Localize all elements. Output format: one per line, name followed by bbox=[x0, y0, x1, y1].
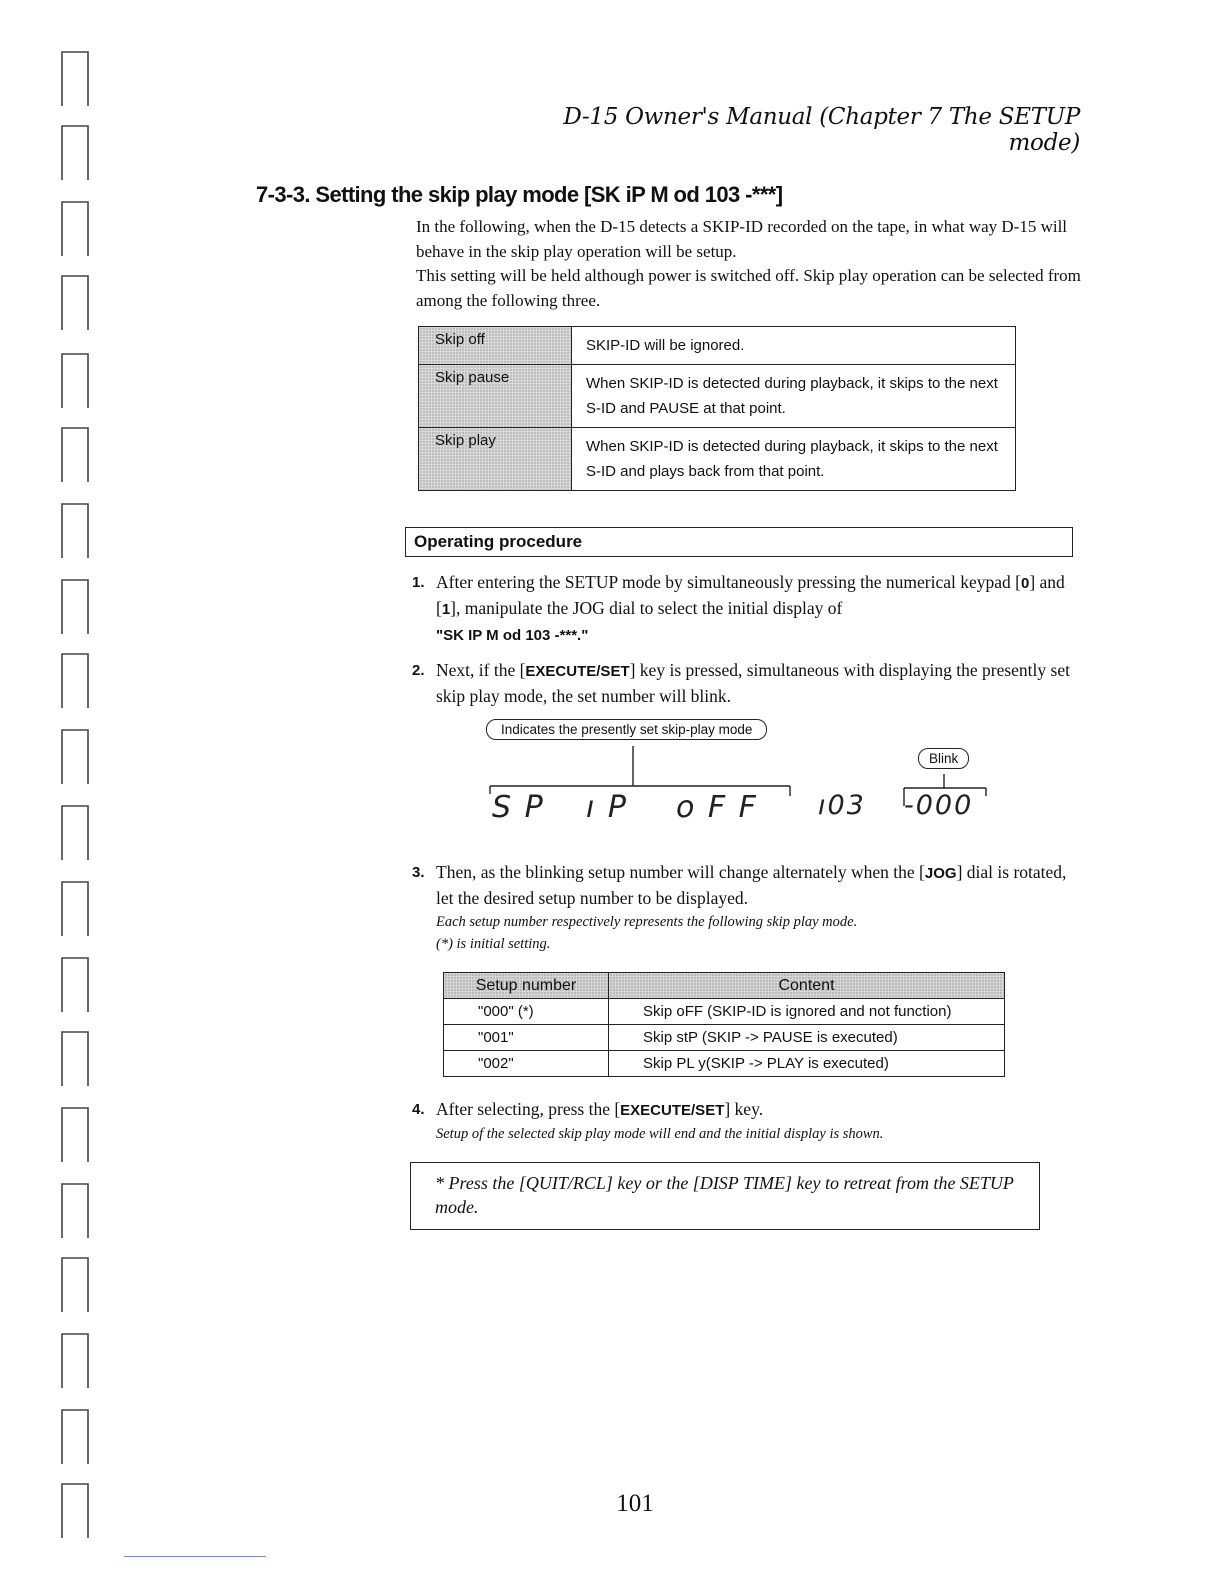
step-text: After entering the SETUP mode by simultaneously pressing the numerical keypad [ bbox=[436, 572, 1021, 592]
step-text: ] key. bbox=[724, 1099, 764, 1119]
table-row bbox=[419, 428, 1016, 491]
key-label: JOG bbox=[924, 865, 957, 882]
binder-ring bbox=[58, 1406, 92, 1468]
running-header: D-15 Owner's Manual (Chapter 7 The SETUP mode) bbox=[563, 104, 1080, 156]
binder-ring bbox=[58, 802, 92, 864]
footer-rule bbox=[124, 1556, 266, 1557]
binder-ring bbox=[58, 122, 92, 184]
mode-name: Skip pause bbox=[419, 365, 572, 428]
section-title: 7-3-3. Setting the skip play mode [SK iP M od 103 -***] bbox=[256, 182, 783, 207]
mode-callout: Indicates the presently set skip-play mode bbox=[486, 719, 767, 740]
mode-name: Skip play bbox=[419, 428, 572, 491]
table-row bbox=[444, 1025, 1005, 1051]
table-row bbox=[444, 1051, 1005, 1077]
step-text: ] key is pressed, simultaneous with displaying the presently set skip play mode, the set number will blink. bbox=[436, 660, 1070, 706]
intro-text bbox=[416, 215, 1086, 313]
binder-ring bbox=[58, 1180, 92, 1242]
setup-number: "000" (*) bbox=[444, 999, 609, 1025]
intro-paragraph: In the following, when the D-15 detects a SKIP-ID recorded on the tape, in what way D-15 will behave in the skip play operation will be setup. bbox=[416, 217, 1068, 261]
step-note: Each setup number respectively represents the following skip play mode. bbox=[436, 914, 858, 930]
binder-ring bbox=[58, 1480, 92, 1542]
lcd-segment: o F F bbox=[676, 790, 758, 825]
binder-ring bbox=[58, 878, 92, 940]
step-note: (*) is initial setting. bbox=[436, 936, 551, 952]
display-code: "SK IP M od 103 -***." bbox=[436, 627, 589, 644]
setup-number: "002" bbox=[444, 1051, 609, 1077]
binder-ring bbox=[58, 424, 92, 486]
step-number: 1. bbox=[412, 574, 425, 591]
binder-ring bbox=[58, 1104, 92, 1166]
binder-ring bbox=[58, 576, 92, 638]
step-text: ] dial is rotated, let the desired setup number to be displayed. bbox=[436, 862, 1067, 908]
step-text: Then, as the blinking setup number will change alternately when the [ bbox=[436, 862, 925, 882]
key-label: 0 bbox=[1020, 575, 1030, 592]
step-number: 4. bbox=[412, 1101, 425, 1118]
setup-content: Skip PL y(SKIP -> PLAY is executed) bbox=[609, 1051, 1005, 1077]
page-number: 101 bbox=[616, 1490, 654, 1517]
blink-callout: Blink bbox=[918, 748, 969, 769]
table-row bbox=[444, 999, 1005, 1025]
procedure-heading: Operating procedure bbox=[405, 527, 1073, 557]
intro-paragraph: This setting will be held although power is switched off. Skip play operation can be selected from among the following three. bbox=[416, 266, 1081, 310]
binder-ring bbox=[58, 500, 92, 562]
lcd-segment: ı03 bbox=[818, 790, 866, 821]
retreat-note-box: * Press the [QUIT/RCL] key or the [DISP TIME] key to retreat from the SETUP mode. bbox=[410, 1162, 1040, 1230]
binder-ring bbox=[58, 1330, 92, 1392]
mode-description: When SKIP-ID is detected during playback, it skips to the next S-ID and plays back from that point. bbox=[572, 428, 1016, 491]
setup-number-table bbox=[443, 972, 1005, 1077]
lcd-segment: -000 bbox=[904, 790, 974, 821]
binder-ring bbox=[58, 954, 92, 1016]
mode-description: SKIP-ID will be ignored. bbox=[572, 327, 1016, 365]
binder-ring bbox=[58, 198, 92, 260]
step-text: ], manipulate the JOG dial to select the initial display of bbox=[450, 598, 843, 618]
key-label: EXECUTE/SET bbox=[620, 1102, 725, 1119]
column-header: Content bbox=[609, 973, 1005, 999]
setup-content: Skip stP (SKIP -> PAUSE is executed) bbox=[609, 1025, 1005, 1051]
key-label: 1 bbox=[441, 601, 451, 618]
binder-ring bbox=[58, 350, 92, 412]
step-3 bbox=[412, 860, 1082, 955]
binder-ring bbox=[58, 1254, 92, 1316]
mode-description: When SKIP-ID is detected during playback, it skips to the next S-ID and PAUSE at that point. bbox=[572, 365, 1016, 428]
step-note: Setup of the selected skip play mode will end and the initial display is shown. bbox=[436, 1126, 884, 1142]
binder-ring bbox=[58, 272, 92, 334]
step-text: ] and [ bbox=[436, 572, 1065, 618]
mode-name: Skip off bbox=[419, 327, 572, 365]
setup-content: Skip oFF (SKIP-ID is ignored and not function) bbox=[609, 999, 1005, 1025]
column-header: Setup number bbox=[444, 973, 609, 999]
setup-number: "001" bbox=[444, 1025, 609, 1051]
skip-mode-table bbox=[418, 326, 1016, 491]
table-row bbox=[419, 365, 1016, 428]
step-4 bbox=[412, 1097, 1082, 1145]
table-row bbox=[419, 327, 1016, 365]
binder-ring bbox=[58, 48, 92, 110]
step-2 bbox=[412, 658, 1082, 709]
binder-ring bbox=[58, 726, 92, 788]
step-text: After selecting, press the [ bbox=[436, 1099, 621, 1119]
step-1 bbox=[412, 570, 1082, 648]
lcd-segment: ı P bbox=[586, 790, 628, 825]
binder-ring bbox=[58, 1028, 92, 1090]
step-text: Next, if the [ bbox=[436, 660, 526, 680]
lcd-segment: S P bbox=[492, 790, 545, 825]
table-header-row bbox=[444, 973, 1005, 999]
step-number: 3. bbox=[412, 864, 425, 881]
key-label: EXECUTE/SET bbox=[525, 663, 630, 680]
binder-ring bbox=[58, 650, 92, 712]
step-number: 2. bbox=[412, 662, 425, 679]
